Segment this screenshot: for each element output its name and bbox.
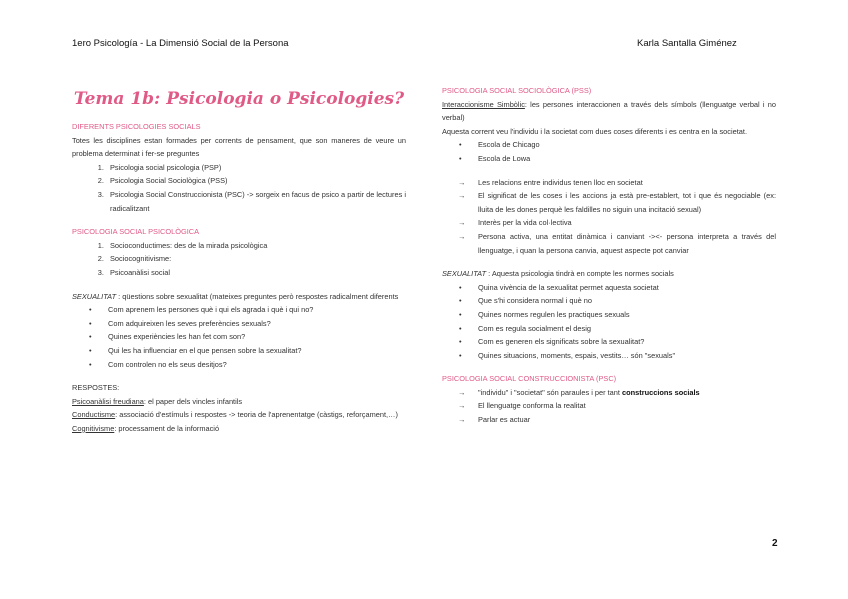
list-item: → Persona activa, una entitat dinàmica i canviant -><- persona interpreta a través del llenguatge, i quan la persona canvia, aquest aspecte pot canviar (458, 231, 776, 255)
sexualitat-label: SEXUALITAT (442, 269, 487, 279)
list-item: • Com es generen els significats sobre la sexualitat? (478, 335, 776, 349)
list-item: → Parlar es actuar (478, 413, 776, 427)
list-item: 2. Sociocognitivisme: (106, 252, 406, 266)
list-item: 1. Psicologia social psicologia (PSP) (106, 161, 406, 175)
respostes-heading: RESPOSTES: (72, 383, 120, 393)
page-number: 2 (772, 538, 778, 549)
arrow-icon: → (458, 415, 466, 425)
list-item: • Com es regula socialment el desig (478, 322, 776, 336)
psp-list (72, 239, 406, 280)
list-item: • Quines experiències les han fet com son? (108, 330, 406, 344)
list-item: • Com controlen no els seus desitjos? (108, 358, 406, 372)
list-item: • Quines situacions, moments, espais, vestits… són "sexuals" (478, 349, 776, 363)
page-title: Tema 1b: Psicologia o Psicologies? (73, 89, 405, 109)
resposta-term: Cognitivisme (72, 423, 115, 433)
escoles-list (442, 138, 776, 165)
list-item: • Quines normes regulen les practiques sexuals (478, 308, 776, 322)
resposta-line: Psicoanàlisi freudiana: el paper dels vincles infantils (72, 396, 243, 406)
section-heading-psc: PSICOLOGIA SOCIAL CONSTRUCCIONISTA (PSC) (442, 374, 617, 384)
list-item: → Interès per la vida col·lectiva (478, 216, 776, 230)
left-column (72, 84, 406, 435)
societat-paragraph: Aquesta corrent veu l'individu i la societat com dues coses diferents i es centra en la societat. (442, 126, 747, 136)
resposta-term: Psicoanàlisi freudiana (72, 396, 144, 406)
intro-paragraph: Totes les disciplines estan formades per corrents de pensament, que son maneres de veure un problema determinat i fer-se preguntes (72, 135, 406, 159)
resposta-line: Conductisme: associació d'estímuls i respostes -> teoria de l'aprenentatge (càstigs, reforçament,…) (72, 410, 398, 420)
list-item: • Que s'hi considera normal i què no (478, 294, 776, 308)
list-item: 3. Psicologia Social Construccionista (PSC) -> sorgeix en facus de psico a partir de lectures i radicalitzant (106, 188, 406, 215)
arrow-icon: → (458, 218, 466, 228)
section-heading-psp: PSICOLOGIA SOCIAL PSICOLÒGICA (72, 227, 200, 237)
list-item: → El llenguatge conforma la realitat (478, 399, 776, 413)
sexualitat-label: SEXUALITAT (72, 291, 117, 301)
sexualitat-questions (72, 303, 406, 371)
list-item: 3. Psicoanàlisi social (106, 266, 406, 280)
arrow-icon: → (458, 387, 466, 397)
header-left: 1ero Psicología - La Dimensió Social de la Persona (72, 38, 289, 49)
list-item: • Escola de Lowa (478, 152, 776, 166)
sexualitat-pss-questions (442, 281, 776, 363)
interaccionisme-paragraph: Interaccionisme Simbòlic: les persones interaccionen a través dels símbols (llenguatge verbal i no verbal) (442, 99, 776, 123)
construccions-socials: construccions socials (622, 387, 700, 397)
section-heading-pss: PSICOLOGIA SOCIAL SOCIOLÒGICA (PSS) (442, 86, 592, 95)
sexualitat-pss-paragraph: SEXUALITAT : Aquesta psicologia tindrà en compte les normes socials (442, 269, 674, 279)
list-item: • Com adquireixen les seves preferències sexuals? (108, 317, 406, 331)
interaccionisme-term: Interaccionisme Simbòlic (442, 99, 525, 109)
arrow-icon: → (458, 191, 466, 201)
list-item: • Com aprenem les persones què i qui els agrada i què i qui no? (108, 303, 406, 317)
list-item: → El significat de les coses i les accions ja està pre-establert, tot i que és negociable (ex: lluita de les dones perquè les faldilles no siguin una incitació sexual) (458, 191, 776, 214)
psicologies-list (72, 161, 406, 215)
arrow-icon: → (458, 231, 466, 241)
resposta-term: Conductisme (72, 410, 116, 420)
right-column (442, 84, 776, 427)
psc-arrow-list (442, 386, 776, 427)
list-item: • Quina vivència de la sexualitat permet aquesta societat (478, 281, 776, 295)
list-item: → Les relacions entre individus tenen lloc en societat (478, 176, 776, 190)
sexualitat-paragraph (72, 290, 406, 304)
list-item: → "individu" i "societat" són paraules i per tant construccions socials (478, 386, 776, 400)
list-item: • Qui les ha influenciar en el que pensen sobre la sexualitat? (108, 344, 406, 358)
resposta-line: Cognitivisme: processament de la informació (72, 423, 220, 433)
list-item: • Escola de Chicago (478, 138, 776, 152)
header-right: Karla Santalla Giménez (637, 38, 737, 49)
list-item: 1. Socioconductimes: des de la mirada psicològica (106, 239, 406, 253)
pss-arrow-list (442, 176, 776, 258)
sexualitat-text: : qüestions sobre sexualitat (mateixes preguntes però respostes radicalment diferents (116, 291, 399, 301)
arrow-icon: → (458, 177, 466, 187)
arrow-icon: → (458, 401, 466, 411)
section-heading-psicologies: DIFERENTS PSICOLOGIES SOCIALS (72, 122, 201, 131)
list-item: 2. Psicologia Social Sociològica (PSS) (106, 174, 406, 188)
